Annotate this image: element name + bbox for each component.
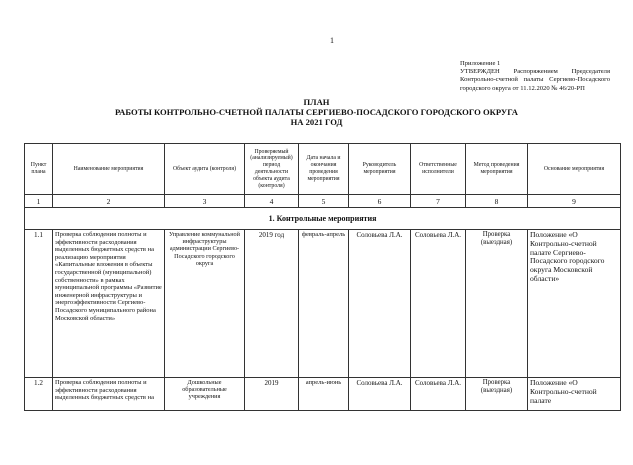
row-head: Соловьева Л.А. xyxy=(349,230,411,378)
column-number: 1 xyxy=(25,195,53,208)
header-cell: Наименование мероприятия xyxy=(53,144,165,195)
row-dates: февраль-апрель xyxy=(299,230,349,378)
header-cell: Ответственные исполнители xyxy=(411,144,466,195)
row-number: 1.2 xyxy=(25,378,53,411)
table-row xyxy=(25,230,621,378)
row-basis: Положение «О Контрольно-счетной палате Сергиево-Посадского городского округа Московской области» xyxy=(528,230,621,378)
title-line-2: РАБОТЫ КОНТРОЛЬНО-СЧЕТНОЙ ПАЛАТЫ СЕРГИЕВО-ПОСАДСКОГО ГОРОДСКОГО ОКРУГА xyxy=(115,107,518,117)
row-name: Проверка соблюдения полноты и эффективности расходования выделенных бюджетных средств на реализацию мероприятия «Капитальные вложения в объекты государственной (муниципальной) собственности» в рамках муниципальной программы «Развитие инженерной инфраструктуры и энергоэффективности Сергиево-Посадского муниципального района Московской области» xyxy=(53,230,165,378)
header-cell: Дата начала и окончания проведения мероприятия xyxy=(299,144,349,195)
approval-text: УТВЕРЖДЕН Распоряжением Председателя Контрольно-счетной палаты Сергиево-Посадского городского округа от 11.12.2020 № 46/20-РП xyxy=(460,68,610,92)
header-cell: Пункт плана xyxy=(25,144,53,195)
row-dates: апрель-июнь xyxy=(299,378,349,411)
title-line-3: НА 2021 ГОД xyxy=(290,117,343,127)
column-number: 2 xyxy=(53,195,165,208)
header-row xyxy=(25,144,621,195)
row-responsible: Соловьева Л.А. xyxy=(411,230,466,378)
column-number: 9 xyxy=(528,195,621,208)
approval-block xyxy=(460,60,610,93)
row-name: Проверка соблюдения полноты и эффективности расходования выделенных бюджетных средств на xyxy=(53,378,165,411)
row-method: Проверка (выездная) xyxy=(466,230,528,378)
row-object: Дошкольные образовательные учреждения xyxy=(165,378,245,411)
column-number: 7 xyxy=(411,195,466,208)
header-cell: Руководитель мероприятия xyxy=(349,144,411,195)
row-period: 2019 год xyxy=(245,230,299,378)
column-number: 5 xyxy=(299,195,349,208)
row-period: 2019 xyxy=(245,378,299,411)
row-basis: Положение «О Контрольно-счетной палате xyxy=(528,378,621,411)
header-cell: Объект аудита (контроля) xyxy=(165,144,245,195)
row-method: Проверка (выездная) xyxy=(466,378,528,411)
appendix-label: Приложение 1 xyxy=(460,60,501,67)
column-number: 3 xyxy=(165,195,245,208)
column-number: 4 xyxy=(245,195,299,208)
section-title: 1. Контрольные мероприятия xyxy=(25,208,621,230)
column-number-row xyxy=(25,195,621,208)
title-line-1: ПЛАН xyxy=(303,97,330,107)
plan-table xyxy=(24,143,621,411)
page-number: 1 xyxy=(330,36,334,45)
column-number: 6 xyxy=(349,195,411,208)
section-row xyxy=(25,208,621,230)
row-head: Соловьева Л.А. xyxy=(349,378,411,411)
header-cell: Метод проведения мероприятия xyxy=(466,144,528,195)
row-responsible: Соловьева Л.А. xyxy=(411,378,466,411)
row-object: Управление коммунальной инфраструктуры администрации Сергиево-Посадского городского округа xyxy=(165,230,245,378)
header-cell: Проверяемый (анализируемый) период деятельности объекта аудита (контроля) xyxy=(245,144,299,195)
document-title xyxy=(0,97,633,127)
row-number: 1.1 xyxy=(25,230,53,378)
column-number: 8 xyxy=(466,195,528,208)
header-cell: Основание мероприятия xyxy=(528,144,621,195)
table-row xyxy=(25,378,621,411)
